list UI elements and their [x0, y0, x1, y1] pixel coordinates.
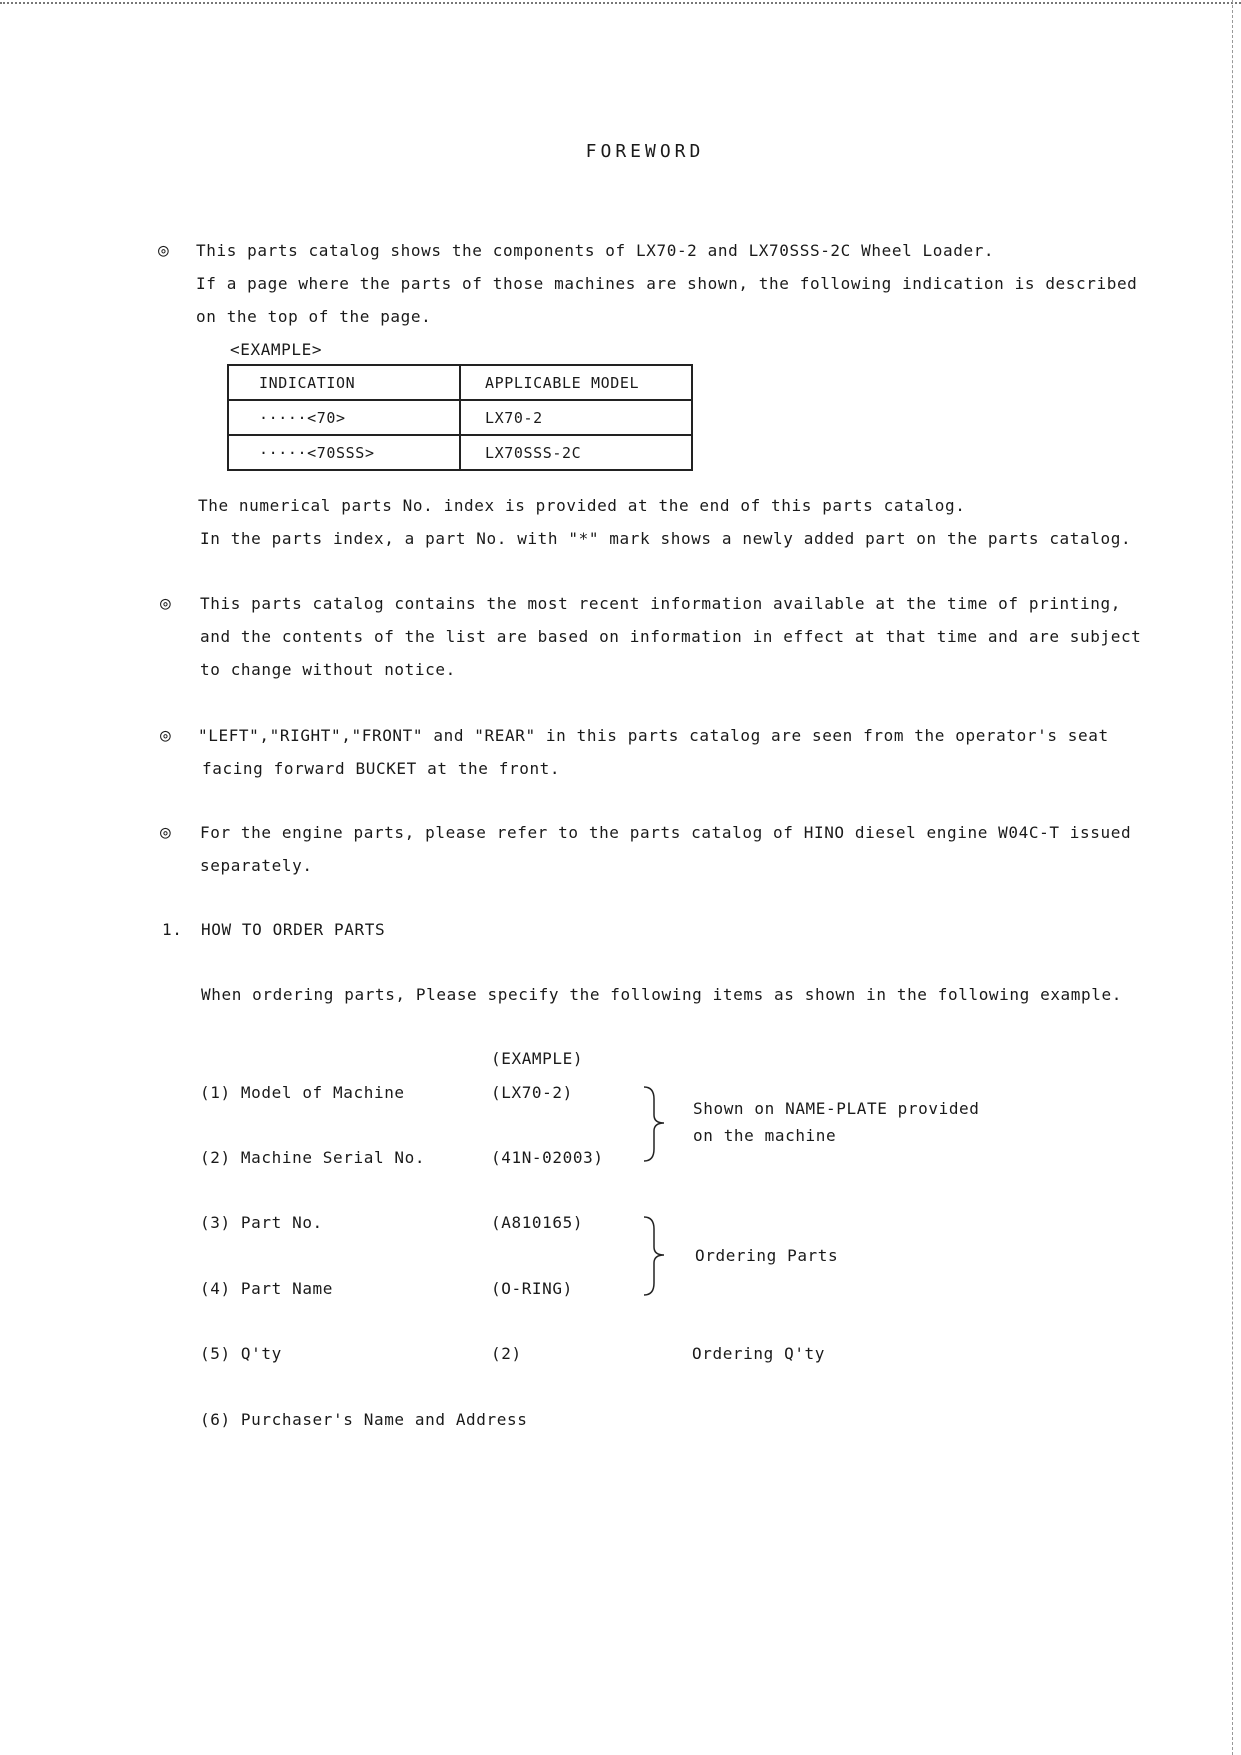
paragraph-line: This parts catalog shows the components of LX70-2 and LX70SSS-2C Wheel Loader.: [196, 241, 995, 260]
table-header-row: [228, 365, 692, 400]
page-title: FOREWORD: [585, 141, 705, 162]
table-header-cell: APPLICABLE MODEL: [460, 365, 692, 400]
right-brace-icon: [640, 1083, 670, 1163]
paragraph-line: In the parts index, a part No. with "*" mark shows a newly added part on the parts catalog.: [200, 529, 1132, 548]
table-cell: ·····<70>: [228, 400, 460, 435]
example-header: (EXAMPLE): [491, 1049, 584, 1068]
ordering-parts-note: Ordering Parts: [695, 1246, 839, 1265]
order-item-example: (LX70-2): [491, 1083, 573, 1102]
order-item-label: (1) Model of Machine: [200, 1083, 405, 1102]
table-header-cell: INDICATION: [228, 365, 460, 400]
nameplate-note: Shown on NAME-PLATE provided: [693, 1099, 980, 1118]
table-row: [228, 435, 692, 470]
right-brace-icon: [640, 1213, 670, 1297]
scan-right-edge: [1232, 0, 1233, 1755]
section-number: 1.: [162, 920, 183, 939]
table-cell: ·····<70SSS>: [228, 435, 460, 470]
scan-top-edge: [0, 2, 1241, 4]
table-cell: LX70SSS-2C: [460, 435, 692, 470]
paragraph-line: This parts catalog contains the most recent information available at the time of printing,: [200, 594, 1121, 613]
bullet-icon: ◎: [158, 240, 170, 261]
paragraph-line: on the top of the page.: [196, 307, 432, 326]
order-item-example: (O-RING): [491, 1279, 573, 1298]
paragraph-line: The numerical parts No. index is provided at the end of this parts catalog.: [198, 496, 966, 515]
order-item-label: (2) Machine Serial No.: [200, 1148, 426, 1167]
indication-table: [227, 364, 693, 471]
bullet-icon: ◎: [160, 593, 172, 614]
ordering-qty-note: Ordering Q'ty: [692, 1344, 826, 1363]
section-heading: HOW TO ORDER PARTS: [201, 920, 386, 939]
paragraph-line: For the engine parts, please refer to the parts catalog of HINO diesel engine W04C-T issued: [200, 823, 1132, 842]
order-item-example: (2): [491, 1344, 522, 1363]
paragraph-line: separately.: [200, 856, 313, 875]
order-item-example: (41N-02003): [491, 1148, 604, 1167]
paragraph-line: to change without notice.: [200, 660, 456, 679]
nameplate-note: on the machine: [693, 1126, 837, 1145]
paragraph-line: If a page where the parts of those machines are shown, the following indication is described: [196, 274, 1138, 293]
order-item-label: (5) Q'ty: [200, 1344, 282, 1363]
bullet-icon: ◎: [160, 822, 172, 843]
order-item-label: (3) Part No.: [200, 1213, 323, 1232]
paragraph-line: facing forward BUCKET at the front.: [202, 759, 561, 778]
order-item-label: (6) Purchaser's Name and Address: [200, 1410, 528, 1429]
example-label: <EXAMPLE>: [230, 340, 323, 359]
table-row: [228, 400, 692, 435]
bullet-icon: ◎: [160, 725, 172, 746]
order-item-label: (4) Part Name: [200, 1279, 334, 1298]
order-item-example: (A810165): [491, 1213, 584, 1232]
paragraph-line: and the contents of the list are based on information in effect at that time and are subject: [200, 627, 1142, 646]
paragraph-line: "LEFT","RIGHT","FRONT" and "REAR" in this parts catalog are seen from the operator's seat: [198, 726, 1109, 745]
table-cell: LX70-2: [460, 400, 692, 435]
order-intro: When ordering parts, Please specify the following items as shown in the following example.: [201, 985, 1122, 1004]
